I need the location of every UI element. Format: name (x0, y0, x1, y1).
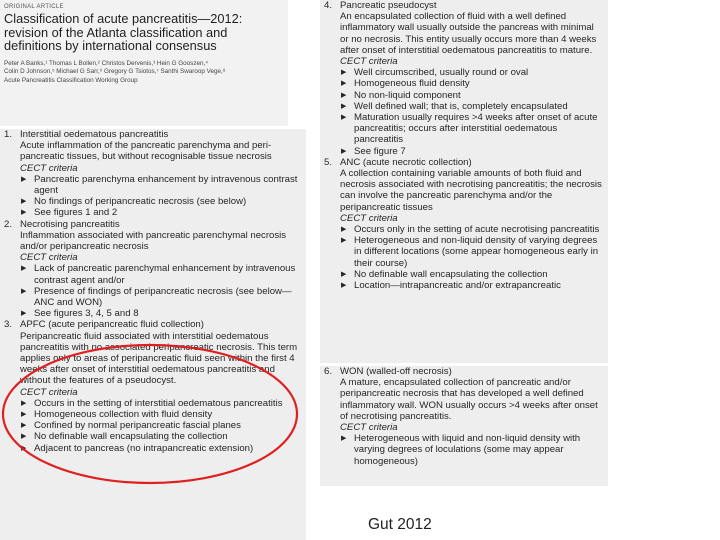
item-number: 1. (4, 129, 13, 140)
list-item: ▶ Well defined wall; that is, completely encapsulated (340, 101, 604, 112)
definition-item-4 (324, 0, 604, 157)
list-item: ▶ See figures 1 and 2 (20, 207, 302, 218)
left-definitions-panel (0, 129, 306, 540)
right-definitions-panel (320, 0, 608, 363)
item-number: 5. (324, 156, 333, 168)
list-item: ▶ Pancreatic parenchyma enhancement by intravenous contrast agent (20, 174, 302, 196)
article-title: Classification of acute pancreatitis—2012: revision of the Atlanta classification and definitions by international consensus (4, 11, 243, 53)
list-item: ▶ No definable wall encapsulating the collection (340, 269, 604, 280)
item-definition: Peripancreatic fluid associated with interstitial oedematous pancreatitis with no associated peripancreatic necrosis. This term applies only to areas of peripancreatic fluid seen within the first 4 weeks after onset of interstitial oedematous pancreatitis and without the features of a pseudocyst. (20, 330, 298, 387)
list-item: ▶ Confined by normal peripancreatic fascial planes (20, 420, 302, 431)
criteria-list (324, 433, 604, 467)
criteria-label: CECT criteria (340, 212, 398, 224)
item-number: 4. (324, 0, 333, 11)
item-title: Interstitial oedematous pancreatitis (20, 129, 169, 140)
item-title: APFC (acute peripancreatic fluid collection) (20, 319, 204, 331)
criteria-list (4, 398, 302, 454)
criteria-list (324, 224, 604, 291)
criteria-list (324, 67, 604, 157)
criteria-label: CECT criteria (340, 56, 398, 68)
list-item: ▶ Presence of findings of peripancreatic necrosis (see below—ANC and WON) (20, 286, 302, 308)
list-item: ▶ Lack of pancreatic parenchymal enhancement by intravenous contrast agent and/or (20, 263, 302, 285)
authors-line-2: Colin D Johnson,⁵ Michael G Sarr,⁶ Gregory G Tsiotos,⁷ Santhi Swaroop Vege,⁸ (4, 68, 226, 76)
item-title: WON (walled-off necrosis) (340, 366, 452, 377)
criteria-label: CECT criteria (340, 422, 398, 434)
author-list (4, 60, 284, 86)
list-item: ▶ Heterogeneous with liquid and non-liquid density with varying degrees of loculations (some may appear homogeneous) (340, 433, 604, 467)
item-number: 3. (4, 319, 13, 331)
item-definition: A collection containing variable amounts of both fluid and necrosis associated with necrotising pancreatitis; the necrosis can involve the pancreatic parenchyma and/or the peripancreatic tissues (340, 168, 602, 213)
source-caption: Gut 2012 (368, 516, 432, 533)
item-definition: Acute inflammation of the pancreatic parenchyma and peri-pancreatic tissues, but without recognisable tissue necrosis (20, 140, 272, 163)
definition-item-3 (4, 319, 302, 453)
list-item: ▶ No definable wall encapsulating the collection (20, 431, 302, 442)
item-number: 2. (4, 218, 13, 230)
item-title: Necrotising pancreatitis (20, 218, 120, 230)
list-item: ▶ Location—intrapancreatic and/or extrapancreatic (340, 280, 604, 291)
definition-item-1 (4, 129, 302, 219)
list-item: ▶ Homogeneous collection with fluid density (20, 409, 302, 420)
list-item: ▶ Well circumscribed, usually round or oval (340, 67, 604, 78)
list-item: ▶ Adjacent to pancreas (no intrapancreatic extension) (20, 443, 302, 454)
criteria-label: CECT criteria (20, 162, 78, 174)
item-definition: Inflammation associated with pancreatic parenchymal necrosis and/or peripancreatic necrosis (20, 229, 287, 253)
won-definition-panel (320, 366, 608, 486)
item-title: Pancreatic pseudocyst (340, 0, 437, 11)
list-item: ▶ See figures 3, 4, 5 and 8 (20, 308, 302, 319)
item-number: 6. (324, 366, 333, 377)
list-item: ▶ Occurs only in the setting of acute necrotising pancreatitis (340, 224, 604, 235)
list-item: ▶ See figure 7 (340, 146, 604, 157)
article-type-label: ORIGINAL ARTICLE (4, 4, 64, 10)
list-item: ▶ Maturation usually requires >4 weeks after onset of acute pancreatitis; occurs after interstitial oedematous pancreatitis (340, 112, 604, 146)
article-header (0, 0, 288, 126)
definition-item-5 (324, 157, 604, 291)
definition-item-2 (4, 219, 302, 320)
list-item: ▶ No findings of peripancreatic necrosis (see below) (20, 196, 302, 207)
authors-line-1: Peter A Banks,¹ Thomas L Bollen,² Christos Dervenis,³ Hein G Gooszen,⁴ (4, 59, 208, 67)
item-definition: A mature, encapsulated collection of pancreatic and/or peripancreatic necrosis that has developed a well defined inflammatory wall. WON usually occurs >4 weeks after onset of necrotising pancreatitis. (340, 377, 598, 422)
criteria-label: CECT criteria (20, 386, 78, 398)
criteria-list (4, 174, 302, 219)
list-item: ▶ No non-liquid component (340, 90, 604, 101)
item-title: ANC (acute necrotic collection) (340, 156, 472, 168)
list-item: ▶ Occurs in the setting of interstitial oedematous pancreatitis (20, 398, 302, 409)
criteria-label: CECT criteria (20, 252, 78, 264)
working-group: Acute Pancreatitis Classification Working Group (4, 76, 138, 84)
definition-item-6 (324, 366, 604, 467)
item-definition: An encapsulated collection of fluid with a well defined inflammatory wall usually outside the pancreas with minimal or no necrosis. This entity usually occurs more than 4 weeks after onset of interstitial oedematous pancreatitis to mature. (340, 11, 597, 56)
criteria-list (4, 263, 302, 319)
list-item: ▶ Homogeneous fluid density (340, 78, 604, 89)
list-item: ▶ Heterogeneous and non-liquid density of varying degrees in different locations (some appear homogeneous early in their course) (340, 235, 604, 269)
